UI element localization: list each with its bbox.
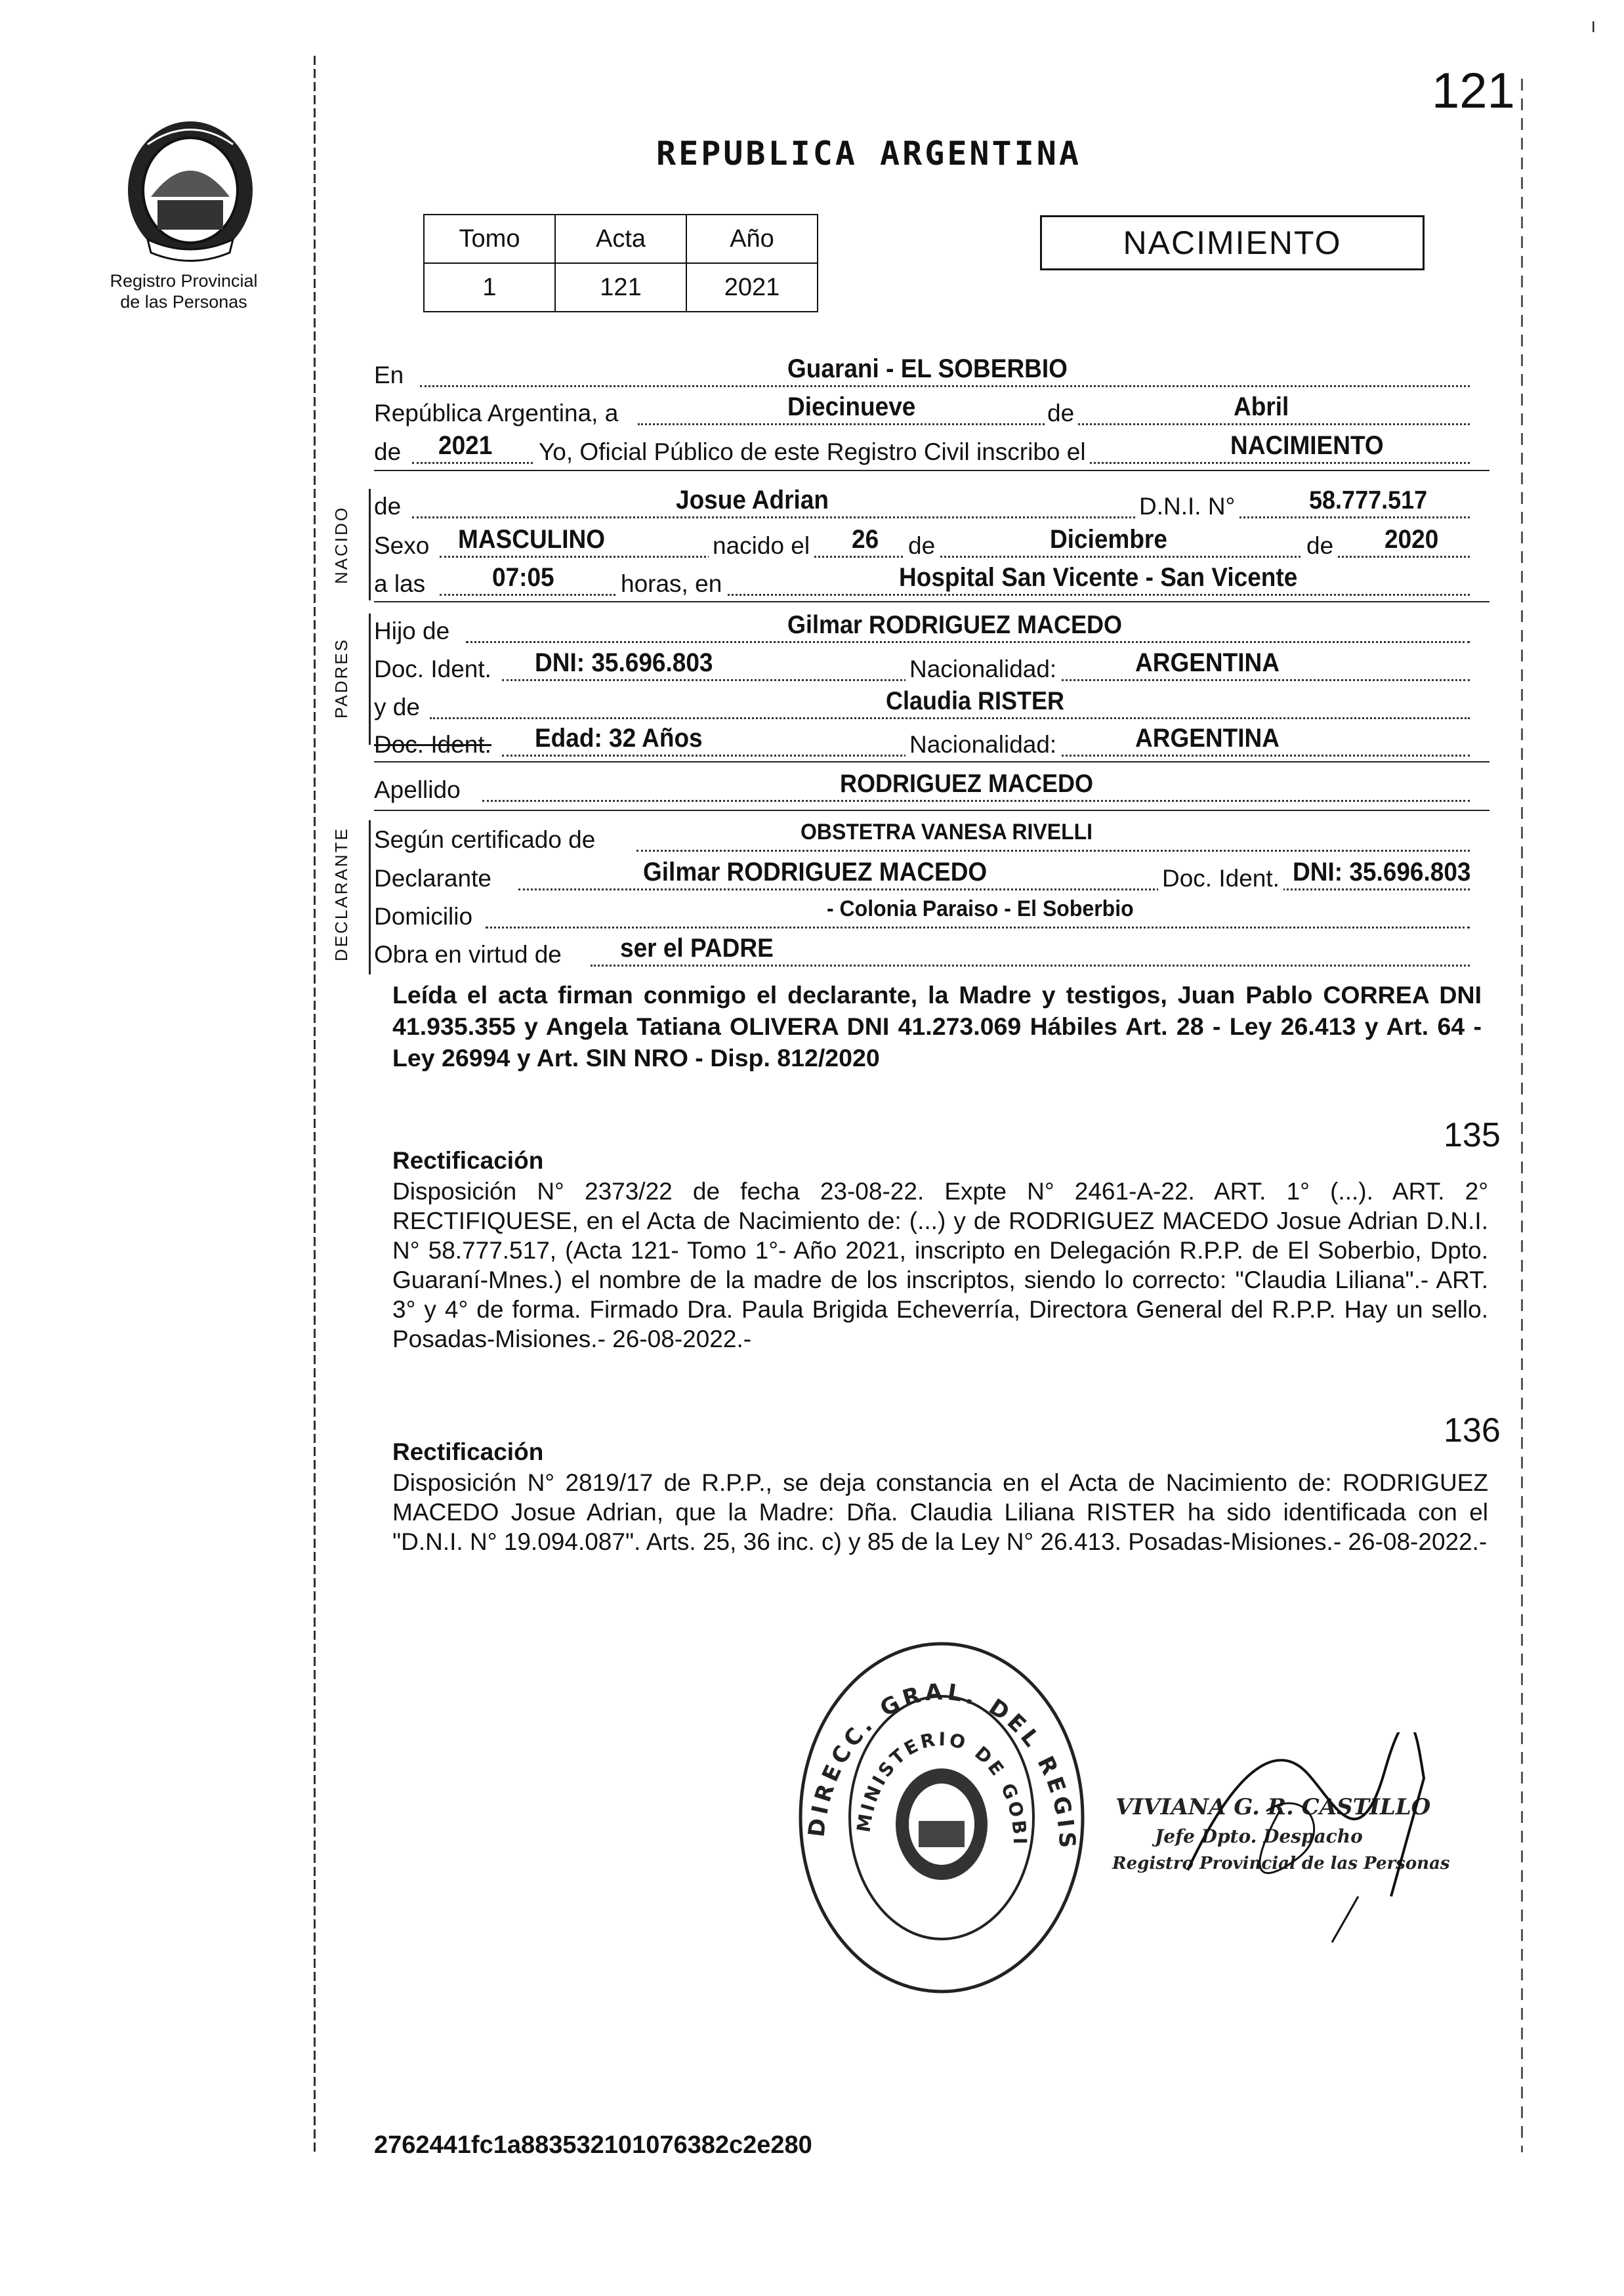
- de-label-2: de: [374, 438, 402, 465]
- declarante-label: Declarante: [374, 865, 491, 892]
- dotted-line: [420, 385, 1470, 387]
- nac-dia-value: 26: [852, 524, 879, 554]
- madre-value: Claudia RISTER: [886, 686, 1065, 715]
- logo-label-line1: Registro Provincial: [110, 271, 258, 291]
- row-declarante: [374, 857, 1489, 894]
- madre-nac-value: ARGENTINA: [1135, 723, 1280, 753]
- padre-doc-value: DNI: 35.696.803: [535, 648, 713, 677]
- declarante-bracket: [369, 820, 371, 974]
- nacionalidad-label-2: Nacionalidad:: [906, 731, 1060, 759]
- row-madre-doc: [374, 723, 1489, 760]
- apellido-label: Apellido: [374, 776, 461, 803]
- record-type-box: NACIMIENTO: [1040, 215, 1425, 270]
- declarante-value: Gilmar RODRIGUEZ MACEDO: [643, 857, 988, 887]
- rectification-heading: Rectificación: [392, 1438, 544, 1465]
- nac-mes-value: Diciembre: [1050, 524, 1167, 554]
- page-number: 121: [1432, 63, 1515, 119]
- sexo-label: Sexo: [374, 532, 430, 559]
- declarante-doc-value: DNI: 35.696.803: [1293, 857, 1471, 887]
- logo-label-line2: de las Personas: [120, 292, 247, 312]
- svg-text:MINISTERIO DE GOBIERNO: MINISTERIO DE GOBI: [852, 1728, 1031, 1847]
- row-en: [374, 354, 1489, 390]
- row-madre: [374, 686, 1489, 722]
- dotted-line: [486, 927, 1470, 929]
- svg-text:VIVIANA G. R. CASTILLO: VIVIANA G. R. CASTILLO: [1115, 1794, 1431, 1820]
- meta-header-tomo: Tomo: [424, 215, 555, 263]
- hijo-label: Hijo de: [374, 617, 450, 644]
- dotted-line: [636, 850, 1470, 852]
- row-hora: [374, 562, 1489, 599]
- side-label-nacido: NACIDO: [331, 505, 351, 584]
- corner-mark: I: [1591, 18, 1596, 36]
- dotted-line: [466, 641, 1470, 643]
- de-label-4: de: [904, 532, 939, 560]
- dotted-line: [412, 516, 1470, 518]
- rectification-body: Disposición N° 2373/22 de fecha 23-08-22. Expte N° 2461-A-22. ART. 1° (...). ART. 2° RECTIFIQUESE, en el Acta de Nacimiento de: (...) y de RODRIGUEZ MACEDO Josue Adrian D.N.I. N° 58.777.517, (Acta 121- Tomo 1°- Año 2021, inscripto en Delegación R.P.P. de El Soberbio, Dpto. Guaraní-Mnes.) el nombre de la madre de los inscriptos, siendo lo correcto: "Claudia Liliana".- ART. 3° y 4° de forma. Firmado Dra. Paula Brigida Echeverría, Directora General del R.P.P. Hay un sello. Posadas-Misiones.- 26-08-2022.-: [392, 1178, 1488, 1352]
- segun-value: OBSTETRA VANESA RIVELLI: [801, 818, 1093, 845]
- document-title: REPUBLICA ARGENTINA: [656, 135, 1081, 173]
- meta-value-acta: 121: [555, 263, 686, 312]
- left-margin-line: [314, 56, 316, 2156]
- domicilio-label: Domicilio: [374, 903, 473, 930]
- dni-label: D.N.I. N°: [1135, 493, 1239, 520]
- anio-value: 2021: [438, 430, 493, 460]
- dia-value: Diecinueve: [787, 392, 916, 421]
- padre-nac-value: ARGENTINA: [1135, 648, 1280, 677]
- dotted-line: [482, 800, 1470, 802]
- nacionalidad-label: Nacionalidad:: [906, 656, 1060, 683]
- segun-label: Según certificado de: [374, 826, 596, 853]
- svg-text:DIRECC. GRAL. DEL REGISTRO PRO: DIRECC. GRAL. DEL REGIS: [803, 1679, 1081, 1853]
- en-label: En: [374, 362, 404, 388]
- apellido-value: RODRIGUEZ MACEDO: [840, 768, 1093, 798]
- registry-meta-table: [423, 214, 818, 312]
- province-seal-logo: [121, 118, 259, 272]
- en-value: Guarani - EL SOBERBIO: [787, 354, 1068, 383]
- dotted-line: [440, 594, 1470, 596]
- obra-label: Obra en virtud de: [374, 941, 562, 968]
- nac-anio-value: 2020: [1385, 524, 1439, 554]
- section-rule: [374, 761, 1489, 762]
- mes-value: Abril: [1234, 392, 1289, 421]
- meta-value-tomo: 1: [424, 263, 555, 312]
- inscribo-value: NACIMIENTO: [1230, 430, 1384, 460]
- rectification-number: 136: [1444, 1411, 1501, 1450]
- svg-text:Registro Provincial de las Per: Registro Provincial de las Personas: [1112, 1854, 1450, 1873]
- logo-label: [98, 270, 269, 312]
- padres-bracket: [369, 614, 371, 745]
- domicilio-value: - Colonia Paraiso - El Soberbio: [827, 895, 1134, 921]
- de-label-5: de: [1302, 532, 1337, 560]
- madre-edad-value: Edad: 32 Años: [535, 723, 703, 753]
- dotted-line: [518, 888, 1470, 890]
- rectification-heading: Rectificación: [392, 1147, 544, 1174]
- signature-block: [1109, 1732, 1476, 1959]
- meta-header-anio: Año: [686, 215, 818, 263]
- horas-label: horas, en: [617, 570, 726, 598]
- rectification-number: 135: [1444, 1116, 1501, 1154]
- obra-value: ser el PADRE: [620, 933, 774, 963]
- alas-label: a las: [374, 570, 426, 597]
- nacido-label: nacido el: [709, 532, 814, 560]
- nacido-bracket: [369, 489, 371, 600]
- row-domicilio: [374, 895, 1489, 932]
- right-margin-line: [1521, 79, 1523, 2152]
- dni-value: 58.777.517: [1309, 485, 1428, 514]
- yde-label: y de: [374, 694, 420, 720]
- padre-value: Gilmar RODRIGUEZ MACEDO: [787, 610, 1123, 639]
- yo-label: Yo, Oficial Público de este Registro Civil inscribo el: [535, 438, 1090, 466]
- official-stamp: [784, 1634, 1099, 2005]
- nombre-value: Josue Adrian: [676, 485, 829, 514]
- footer-code: 2762441fc1a883532101076382c2e280: [374, 2131, 812, 2159]
- hora-value: 07:05: [492, 562, 554, 592]
- row-nombre: [374, 485, 1489, 522]
- sexo-value: MASCULINO: [458, 524, 606, 554]
- lugar-value: Hospital San Vicente - San Vicente: [899, 562, 1298, 592]
- row-sexo: [374, 524, 1489, 561]
- row-padre-doc: [374, 648, 1489, 684]
- doc-label-struck: Doc. Ident.: [374, 731, 491, 758]
- meta-header-acta: Acta: [555, 215, 686, 263]
- side-label-declarante: DECLARANTE: [331, 827, 351, 961]
- row-segun: [374, 818, 1489, 855]
- section-rule: [374, 810, 1489, 811]
- doc-label: Doc. Ident.: [374, 656, 491, 682]
- row-obra: [374, 933, 1489, 970]
- doc-label-3: Doc. Ident.: [1158, 865, 1283, 892]
- row-apellido: [374, 768, 1489, 805]
- svg-text:Jefe Dpto. Despacho: Jefe Dpto. Despacho: [1155, 1826, 1363, 1847]
- republica-label: República Argentina, a: [374, 400, 619, 427]
- side-label-padres: PADRES: [331, 638, 351, 719]
- row-fecha: [374, 392, 1489, 428]
- meta-value-anio: 2021: [686, 263, 818, 312]
- closing-paragraph: Leída el acta firman conmigo el declarante, la Madre y testigos, Juan Pablo CORREA DNI 41.935.355 y Angela Tatiana OLIVERA DNI 41.273.069 Hábiles Art. 28 - Ley 26.413 y Art. 64 - Ley 26994 y Art. SIN NRO - Disp. 812/2020: [392, 981, 1482, 1072]
- de-label-3: de: [374, 493, 402, 520]
- de-label: de: [1045, 400, 1077, 427]
- row-inscribo: [374, 430, 1489, 467]
- dotted-line: [591, 965, 1470, 967]
- dotted-line: [430, 717, 1470, 719]
- row-padre: [374, 610, 1489, 646]
- rectification-body: Disposición N° 2819/17 de R.P.P., se deja constancia en el Acta de Nacimiento de: RODRIGUEZ MACEDO Josue Adrian, que la Madre: Dña. Claudia Liliana RISTER ha sido identificada con el "D.N.I. N° 19.094.087". Arts. 25, 36 inc. c) y 85 de la Ley N° 26.413. Posadas-Misiones.- 26-08-2022.-: [392, 1469, 1488, 1555]
- section-rule: [374, 601, 1489, 602]
- section-rule: [374, 470, 1489, 471]
